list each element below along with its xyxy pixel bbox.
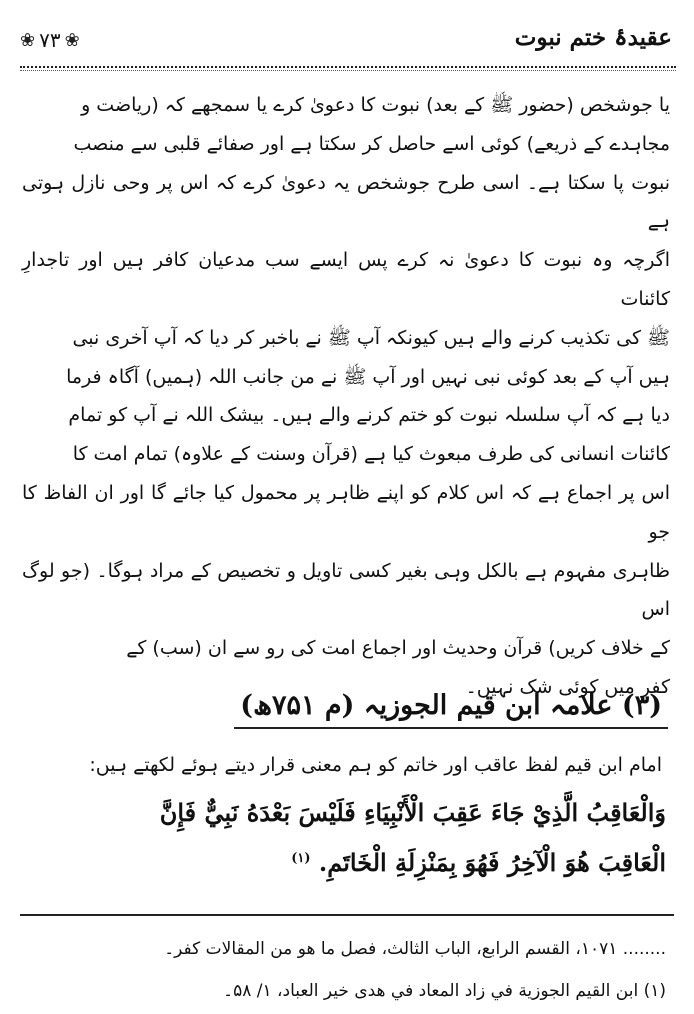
body-line: اس پر اجماع ہے کہ اس کلام کو اپنے ظاہر پر محمول کیا جائے گا اور ان الفاظ کا جو <box>22 481 670 543</box>
page-number <box>20 28 80 52</box>
page-number-value: ۷۳ <box>39 28 61 52</box>
footnote-marker: (۱) <box>291 851 311 866</box>
body-paragraph <box>22 86 670 707</box>
footnotes <box>24 928 666 1012</box>
body-line: کفر میں کوئی شک نہیں۔ <box>465 675 670 698</box>
arabic-quote-line-2 <box>26 836 666 886</box>
body-line: دیا ہے کہ آپ سلسلہ نبوت کو ختم کرنے والے ہیں۔ بیشک اللہ نے آپ کو تمام <box>68 404 670 427</box>
quote-intro: امام ابن قیم لفظ عاقب اور خاتم کو ہم معنی قرار دیتے ہوئے لکھتے ہیں: <box>89 754 662 776</box>
footnote-continued: ........ ۱۰۷۱، القسم الرابع، الباب الثالث، فصل ما هو من المقالات كفر۔ <box>164 939 666 959</box>
page-header <box>16 14 678 66</box>
ornament-right-icon: ❀ <box>64 29 80 51</box>
body-line: مجاہدے کے ذریعے) کوئی اسے حاصل کر سکتا ہے اور صفائے قلبی سے منصب <box>73 132 670 155</box>
arabic-quote <box>26 790 666 886</box>
body-line: ظاہری مفہوم ہے بالکل وہی بغیر کسی تاویل و تخصیص کے مراد ہوگا۔ (جو لوگ اس <box>22 559 670 621</box>
body-line: یا جوشخص (حضور ﷺ کے بعد) نبوت کا دعویٰ کرے یا سمجھے کہ (ریاضت و <box>81 94 670 116</box>
body-line: ﷺ کی تکذیب کرنے والے ہیں کیونکہ آپ ﷺ نے باخبر کر دیا کہ آپ آخری نبی <box>72 326 670 349</box>
footnote-1: (۱) ابن القيم الجوزية في زاد المعاد في هدى خير العباد، ۱/ ۵۸۔ <box>223 981 666 1001</box>
header-divider-secondary <box>20 70 676 71</box>
body-line: کائنات انسانی کی طرف مبعوث کیا ہے (قرآن وسنت کے علاوہ) تمام امت کا <box>72 443 670 466</box>
header-divider <box>20 66 676 68</box>
body-line: نبوت پا سکتا ہے۔ اسی طرح جوشخص یہ دعویٰ کرے کہ اس پر وحی نازل ہوتی ہے <box>22 171 670 233</box>
body-line: کے خلاف کریں) قرآن وحدیث اور اجماع امت کی رو سے ان (سب) کے <box>126 637 670 660</box>
body-line: ہیں آپ کے بعد کوئی نبی نہیں اور آپ ﷺ نے من جانب اللہ (ہمیں) آگاہ فرما <box>66 365 670 388</box>
arabic-quote-line: وَالْعَاقِبُ الَّذِيْ جَاءَ عَقِبَ الْأَنْبِيَاءِ فَلَيْسَ بَعْدَهُ نَبِيٌّ فَإِنَّ <box>159 798 666 827</box>
ornament-left-icon: ❀ <box>20 29 36 51</box>
footnote-divider <box>20 914 674 916</box>
section-heading: (۳) علامہ ابن قیم الجوزیہ (م ۷۵۱ھ) <box>234 688 668 729</box>
arabic-quote-line: الْعَاقِبَ هُوَ الْآخِرُ فَهُوَ بِمَنْزِلَةِ الْخَاتَمِ. <box>318 848 666 877</box>
body-line: اگرچہ وہ نبوت کا دعویٰ نہ کرے پس ایسے سب مدعیان کافر ہیں اور تاجدارِ کائنات <box>22 249 670 310</box>
running-title: عقیدۂ ختم نبوت <box>514 24 672 51</box>
